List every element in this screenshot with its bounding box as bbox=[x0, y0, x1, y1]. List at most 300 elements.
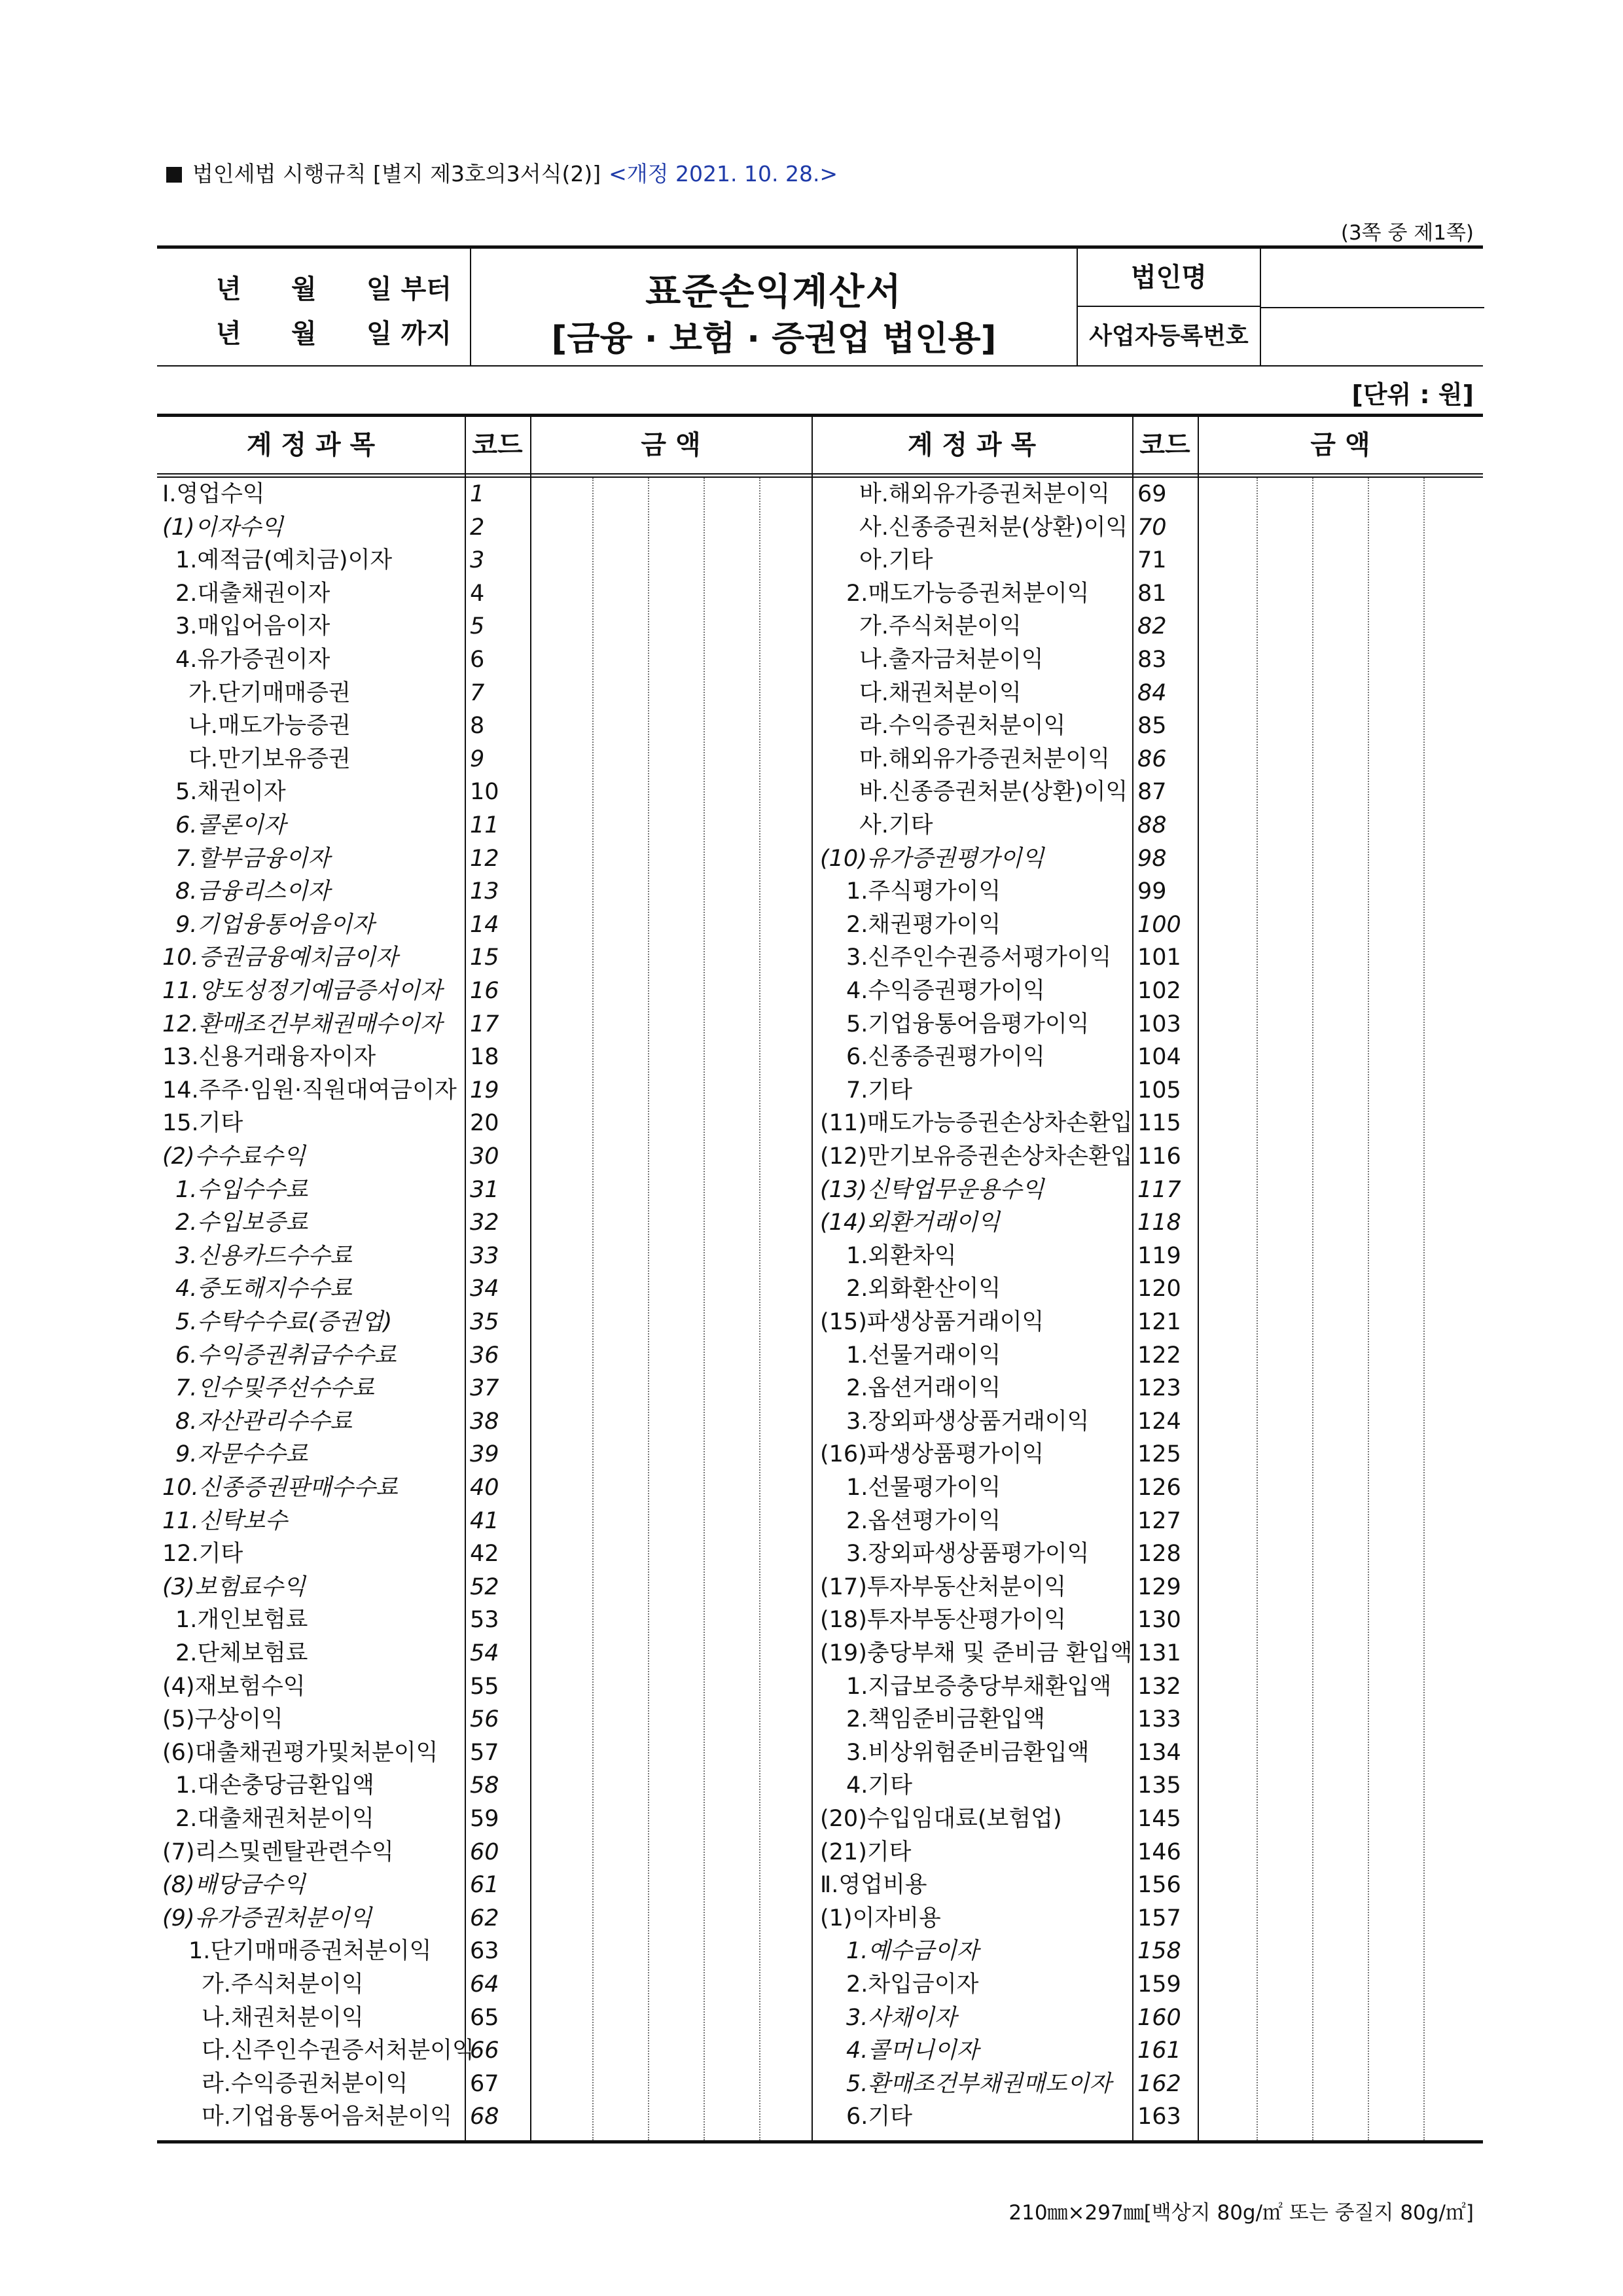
account-code: 69 bbox=[1137, 481, 1167, 507]
table-bottom-rule bbox=[157, 2140, 1483, 2144]
header-account-right: 계 정 과 목 bbox=[907, 430, 1037, 460]
table-row bbox=[157, 643, 1483, 677]
account-label: 9.기업융통어음이자 bbox=[175, 911, 374, 938]
account-code: 32 bbox=[470, 1210, 499, 1236]
table-row bbox=[157, 577, 1483, 611]
account-code: 159 bbox=[1137, 1971, 1181, 1998]
amount-field[interactable] bbox=[1199, 1471, 1482, 1505]
amount-field[interactable] bbox=[1199, 1405, 1482, 1439]
amount-field[interactable] bbox=[1199, 544, 1482, 577]
amount-field[interactable] bbox=[1199, 478, 1482, 511]
account-code: 7 bbox=[470, 679, 485, 706]
form-title bbox=[471, 249, 1077, 365]
amount-field[interactable] bbox=[1199, 1339, 1482, 1372]
account-code: 62 bbox=[470, 1905, 499, 1931]
account-label: 6.수익증권취급수수료 bbox=[175, 1342, 397, 1369]
table-row bbox=[157, 2034, 1483, 2068]
account-code: 129 bbox=[1137, 1573, 1181, 1600]
header-amount-right: 금 액 bbox=[1310, 430, 1370, 460]
account-label: 2.책임준비금환입액 bbox=[846, 1706, 1045, 1733]
account-label: (15)파생상품거래이익 bbox=[820, 1309, 1044, 1335]
account-code: 63 bbox=[470, 1938, 499, 1965]
account-label: 5.채권이자 bbox=[175, 779, 286, 806]
account-code: 87 bbox=[1137, 779, 1167, 806]
table-row bbox=[157, 677, 1483, 710]
account-code: 156 bbox=[1137, 1872, 1181, 1899]
table-row bbox=[157, 1471, 1483, 1505]
account-label: 12.환매조건부채권매수이자 bbox=[162, 1011, 442, 1037]
account-code: 81 bbox=[1137, 580, 1167, 607]
account-label: 1.지급보증충당부채환입액 bbox=[846, 1673, 1112, 1700]
account-label: 1.단기매매증권처분이익 bbox=[188, 1938, 432, 1965]
period-to-year: 년 bbox=[216, 319, 241, 349]
account-code: 102 bbox=[1137, 978, 1181, 1004]
account-label: 7.인수및주선수수료 bbox=[175, 1375, 374, 1402]
account-label: 5.수탁수수료(증권업) bbox=[175, 1309, 393, 1335]
account-label: 2.수입보증료 bbox=[175, 1210, 308, 1236]
account-code: 162 bbox=[1137, 2070, 1181, 2097]
table-row bbox=[157, 1438, 1483, 1471]
table-row bbox=[157, 709, 1483, 743]
account-label: (9)유가증권처분이익 bbox=[162, 1905, 372, 1931]
account-label: 나.출자금처분이익 bbox=[859, 647, 1044, 673]
amount-field[interactable] bbox=[1199, 1703, 1482, 1736]
table-row bbox=[157, 1803, 1483, 1836]
title-sub: [금융 · 보험 · 증권업 법인용] bbox=[551, 319, 997, 359]
account-code: 64 bbox=[470, 1971, 499, 1998]
amount-field[interactable] bbox=[1199, 776, 1482, 809]
account-label: 6.신종증권평가이익 bbox=[846, 1044, 1045, 1071]
amount-field[interactable] bbox=[1199, 975, 1482, 1008]
table-row bbox=[157, 975, 1483, 1008]
account-code: 65 bbox=[470, 2004, 499, 2031]
table-row bbox=[157, 478, 1483, 511]
account-code: 10 bbox=[470, 779, 499, 806]
table-row bbox=[157, 1769, 1483, 1803]
account-code: 71 bbox=[1137, 547, 1167, 574]
table-row bbox=[157, 544, 1483, 577]
amount-field[interactable] bbox=[1199, 1140, 1482, 1174]
table-row bbox=[157, 743, 1483, 776]
account-code: 5 bbox=[470, 613, 485, 640]
account-label: 사.기타 bbox=[859, 812, 933, 838]
amount-field[interactable] bbox=[1199, 1902, 1482, 1935]
account-code: 146 bbox=[1137, 1839, 1181, 1865]
account-code: 60 bbox=[470, 1839, 499, 1865]
table-row bbox=[157, 1372, 1483, 1405]
amount-field[interactable] bbox=[1199, 1803, 1482, 1836]
account-code: 18 bbox=[470, 1044, 499, 1071]
account-label: 가.주식처분이익 bbox=[859, 613, 1022, 640]
table-row bbox=[157, 842, 1483, 876]
table-row bbox=[157, 1703, 1483, 1736]
account-code: 133 bbox=[1137, 1706, 1181, 1733]
amount-field[interactable] bbox=[1199, 1836, 1482, 1869]
amount-field[interactable] bbox=[1199, 1935, 1482, 1968]
account-code: 105 bbox=[1137, 1077, 1181, 1103]
table-row bbox=[157, 2068, 1483, 2101]
account-code: 38 bbox=[470, 1408, 499, 1435]
account-label: 7.할부금융이자 bbox=[175, 845, 330, 872]
account-code: 42 bbox=[470, 1541, 499, 1568]
account-code: 66 bbox=[470, 2037, 499, 2064]
account-label: 2.옵션평가이익 bbox=[846, 1507, 1001, 1534]
table-row bbox=[157, 1869, 1483, 1902]
account-label: 가.단기매매증권 bbox=[188, 679, 351, 706]
table-row bbox=[157, 1736, 1483, 1770]
account-label: 11.양도성정기예금증서이자 bbox=[162, 978, 442, 1004]
table-row bbox=[157, 610, 1483, 643]
table-row bbox=[157, 908, 1483, 942]
amount-field[interactable] bbox=[1199, 1372, 1482, 1405]
table-row bbox=[157, 776, 1483, 809]
account-label: 4.기타 bbox=[846, 1772, 913, 1799]
account-label: 1.주식평가이익 bbox=[846, 878, 1001, 905]
account-code: 8 bbox=[470, 713, 485, 740]
amount-field[interactable] bbox=[1199, 1637, 1482, 1670]
account-code: 103 bbox=[1137, 1011, 1181, 1037]
account-label: (11)매도가능증권손상차손환입 bbox=[820, 1110, 1133, 1137]
account-code: 56 bbox=[470, 1706, 499, 1733]
account-code: 40 bbox=[470, 1475, 499, 1501]
account-code: 9 bbox=[470, 745, 485, 772]
table-row bbox=[157, 941, 1483, 975]
account-label: 4.유가증권이자 bbox=[175, 647, 330, 673]
account-label: 2.차입금이자 bbox=[846, 1971, 979, 1998]
account-label: (5)구상이익 bbox=[162, 1706, 283, 1733]
account-code: 67 bbox=[470, 2070, 499, 2097]
amount-field[interactable] bbox=[1199, 610, 1482, 643]
amount-field[interactable] bbox=[1199, 1306, 1482, 1339]
account-code: 15 bbox=[470, 944, 499, 971]
amount-field[interactable] bbox=[1199, 1769, 1482, 1803]
table-row bbox=[157, 1206, 1483, 1240]
table-row bbox=[157, 1306, 1483, 1339]
account-label: 6.콜론이자 bbox=[175, 812, 286, 838]
account-code: 82 bbox=[1137, 613, 1167, 640]
table-row bbox=[157, 1339, 1483, 1372]
amount-field[interactable] bbox=[1199, 2034, 1482, 2068]
amount-field[interactable] bbox=[1199, 875, 1482, 908]
account-label: 4.콜머니이자 bbox=[846, 2037, 979, 2064]
account-label: 2.단체보험료 bbox=[175, 1640, 308, 1666]
account-label: (1)이자수익 bbox=[162, 514, 283, 541]
account-code: 30 bbox=[470, 1143, 499, 1170]
corp-name-label: 법인명 bbox=[1078, 249, 1261, 307]
amount-field[interactable] bbox=[1199, 1074, 1482, 1107]
account-code: 19 bbox=[470, 1077, 499, 1103]
account-label: 2.매도가능증권처분이익 bbox=[846, 580, 1090, 607]
account-code: 14 bbox=[470, 911, 499, 938]
account-label: 3.비상위험준비금환입액 bbox=[846, 1739, 1090, 1766]
account-code: 70 bbox=[1137, 514, 1167, 541]
account-label: (10)유가증권평가이익 bbox=[820, 845, 1044, 872]
account-code: 34 bbox=[470, 1276, 499, 1302]
account-code: 16 bbox=[470, 978, 499, 1004]
account-label: 1.수입수수료 bbox=[175, 1176, 308, 1203]
table-row bbox=[157, 1604, 1483, 1637]
account-code: 145 bbox=[1137, 1806, 1181, 1832]
account-label: 2.채권평가이익 bbox=[846, 911, 1001, 938]
account-code: 86 bbox=[1137, 745, 1167, 772]
account-code: 1 bbox=[470, 481, 485, 507]
account-code: 120 bbox=[1137, 1276, 1181, 1302]
account-label: 3.신용카드수수료 bbox=[175, 1242, 353, 1269]
account-code: 117 bbox=[1137, 1176, 1181, 1203]
account-code: 124 bbox=[1137, 1408, 1181, 1435]
header-code-right: 코드 bbox=[1139, 430, 1190, 460]
table-row bbox=[157, 1405, 1483, 1439]
law-title: 법인세법 시행규칙 [별지 제3호의3서식(2)] bbox=[192, 161, 601, 187]
account-label: (20)수입임대료(보험업) bbox=[820, 1806, 1062, 1832]
table-row bbox=[157, 1074, 1483, 1107]
table-row bbox=[157, 1968, 1483, 2001]
account-label: 나.매도가능증권 bbox=[188, 713, 351, 740]
account-label: 8.금융리스이자 bbox=[175, 878, 330, 905]
account-label: 3.매입어음이자 bbox=[175, 613, 330, 640]
account-code: 4 bbox=[470, 580, 485, 607]
amount-field[interactable] bbox=[1199, 1206, 1482, 1240]
account-code: 31 bbox=[470, 1176, 499, 1203]
account-code: 115 bbox=[1137, 1110, 1181, 1137]
account-label: 다.만기보유증권 bbox=[188, 745, 351, 772]
account-label: 라.수익증권처분이익 bbox=[202, 2070, 408, 2097]
table-row bbox=[157, 2001, 1483, 2035]
account-code: 116 bbox=[1137, 1143, 1181, 1170]
account-code: 13 bbox=[470, 878, 499, 905]
account-code: 3 bbox=[470, 547, 485, 574]
amount-field[interactable] bbox=[1199, 1736, 1482, 1770]
account-code: 41 bbox=[470, 1507, 499, 1534]
account-label: (21)기타 bbox=[820, 1839, 912, 1865]
amount-field[interactable] bbox=[1199, 577, 1482, 611]
account-code: 100 bbox=[1137, 911, 1181, 938]
period-to-month: 월 bbox=[291, 319, 317, 349]
account-label: 가.주식처분이익 bbox=[202, 1971, 364, 1998]
account-code: 121 bbox=[1137, 1309, 1181, 1335]
account-code: 101 bbox=[1137, 944, 1181, 971]
account-code: 58 bbox=[470, 1772, 499, 1799]
account-label: 1.외환차익 bbox=[846, 1242, 957, 1269]
account-code: 160 bbox=[1137, 2004, 1181, 2031]
account-code: 83 bbox=[1137, 647, 1167, 673]
corp-info bbox=[1077, 249, 1483, 365]
account-code: 39 bbox=[470, 1441, 499, 1468]
account-label: 3.장외파생상품거래이익 bbox=[846, 1408, 1090, 1435]
law-reference bbox=[166, 157, 838, 188]
amount-field[interactable] bbox=[1199, 842, 1482, 876]
account-code: 36 bbox=[470, 1342, 499, 1369]
title-main: 표준손익계산서 bbox=[645, 271, 902, 314]
paper-spec: 210㎜×297㎜[백상지 80g/㎡ 또는 중질지 80g/㎡] bbox=[1008, 2201, 1474, 2225]
table-row bbox=[157, 1935, 1483, 1968]
amount-field[interactable] bbox=[1199, 677, 1482, 710]
table-row bbox=[157, 1670, 1483, 1704]
account-code: 127 bbox=[1137, 1507, 1181, 1534]
bizno-field[interactable] bbox=[1261, 307, 1484, 365]
amount-field[interactable] bbox=[1199, 2068, 1482, 2101]
amount-field[interactable] bbox=[1199, 908, 1482, 942]
account-label: 10.신종증권판매수수료 bbox=[162, 1475, 398, 1501]
amount-field[interactable] bbox=[1199, 1107, 1482, 1140]
account-label: 15.기타 bbox=[162, 1110, 243, 1137]
account-label: 1.선물평가이익 bbox=[846, 1475, 1001, 1501]
account-label: 바.신종증권처분(상환)이익 bbox=[859, 779, 1128, 806]
account-label: 1.예수금이자 bbox=[846, 1938, 979, 1965]
account-code: 163 bbox=[1137, 2104, 1181, 2130]
table-header bbox=[157, 414, 1483, 478]
amount-field[interactable] bbox=[1199, 2001, 1482, 2035]
table-row bbox=[157, 1041, 1483, 1074]
account-label: (8)배당금수익 bbox=[162, 1872, 306, 1899]
account-label: (14)외환거래이익 bbox=[820, 1210, 1000, 1236]
account-code: 11 bbox=[470, 812, 499, 838]
account-code: 61 bbox=[470, 1872, 499, 1899]
account-code: 52 bbox=[470, 1573, 499, 1600]
account-label: 5.기업융통어음평가이익 bbox=[846, 1011, 1090, 1037]
account-code: 57 bbox=[470, 1739, 499, 1766]
account-label: 4.중도해지수수료 bbox=[175, 1276, 353, 1302]
account-label: 6.기타 bbox=[846, 2104, 913, 2130]
form-page bbox=[157, 0, 1483, 2296]
account-code: 119 bbox=[1137, 1242, 1181, 1269]
amount-field[interactable] bbox=[1199, 1438, 1482, 1471]
period-from-year: 년 bbox=[216, 274, 241, 304]
amount-field[interactable] bbox=[1199, 1240, 1482, 1273]
amount-field[interactable] bbox=[1199, 2100, 1482, 2134]
account-code: 37 bbox=[470, 1375, 499, 1402]
account-code: 104 bbox=[1137, 1044, 1181, 1071]
amount-field[interactable] bbox=[1199, 1670, 1482, 1704]
amount-field[interactable] bbox=[1199, 1604, 1482, 1637]
table-row bbox=[157, 1537, 1483, 1571]
square-bullet-icon bbox=[166, 167, 182, 183]
period-from-month: 월 bbox=[291, 274, 317, 304]
account-code: 6 bbox=[470, 647, 485, 673]
account-label: 13.신용거래융자이자 bbox=[162, 1044, 376, 1071]
account-code: 20 bbox=[470, 1110, 499, 1137]
table-row bbox=[157, 1637, 1483, 1670]
amount-field[interactable] bbox=[1199, 709, 1482, 743]
account-code: 126 bbox=[1137, 1475, 1181, 1501]
account-label: 4.수익증권평가이익 bbox=[846, 978, 1045, 1004]
account-label: 2.대출채권이자 bbox=[175, 580, 330, 607]
account-label: (13)신탁업무운용수익 bbox=[820, 1176, 1044, 1203]
account-label: 3.사채이자 bbox=[846, 2004, 957, 2031]
account-label: 3.장외파생상품평가이익 bbox=[846, 1541, 1090, 1568]
account-label: 다.신주인수권증서처분이익 bbox=[202, 2037, 474, 2064]
period-box bbox=[157, 249, 471, 365]
bizno-label: 사업자등록번호 bbox=[1078, 307, 1261, 365]
account-code: 131 bbox=[1137, 1640, 1181, 1666]
account-label: 11.신탁보수 bbox=[162, 1507, 287, 1534]
account-code: 17 bbox=[470, 1011, 499, 1037]
account-label: (4)재보험수익 bbox=[162, 1673, 306, 1700]
account-code: 59 bbox=[470, 1806, 499, 1832]
header-account-left: 계 정 과 목 bbox=[246, 430, 376, 460]
account-label: (3)보험료수익 bbox=[162, 1573, 306, 1600]
account-label: 3.신주인수권증서평가이익 bbox=[846, 944, 1112, 971]
account-label: (7)리스및렌탈관련수익 bbox=[162, 1839, 394, 1865]
amount-field[interactable] bbox=[1199, 1968, 1482, 2001]
revision-date: <개정 2021. 10. 28.> bbox=[609, 161, 838, 187]
account-label: 1.개인보험료 bbox=[175, 1607, 308, 1634]
amount-field[interactable] bbox=[1199, 1571, 1482, 1604]
table-row bbox=[157, 1836, 1483, 1869]
account-label: 2.옵션거래이익 bbox=[846, 1375, 1001, 1402]
account-code: 55 bbox=[470, 1673, 499, 1700]
account-code: 35 bbox=[470, 1309, 499, 1335]
account-label: (18)투자부동산평가이익 bbox=[820, 1607, 1067, 1634]
account-code: 99 bbox=[1137, 878, 1167, 905]
account-code: 122 bbox=[1137, 1342, 1181, 1369]
table-row bbox=[157, 1174, 1483, 1207]
amount-field[interactable] bbox=[1199, 1008, 1482, 1041]
header-amount-left: 금 액 bbox=[641, 430, 701, 460]
account-label: 8.자산관리수수료 bbox=[175, 1408, 353, 1435]
account-code: 132 bbox=[1137, 1673, 1181, 1700]
corp-name-field[interactable] bbox=[1261, 249, 1484, 308]
account-label: 2.외화환산이익 bbox=[846, 1276, 1001, 1302]
account-code: 123 bbox=[1137, 1375, 1181, 1402]
account-code: 125 bbox=[1137, 1441, 1181, 1468]
amount-field[interactable] bbox=[1199, 941, 1482, 975]
account-label: (12)만기보유증권손상차손환입 bbox=[820, 1143, 1133, 1170]
amount-field[interactable] bbox=[1199, 1272, 1482, 1306]
table-row bbox=[157, 1571, 1483, 1604]
table-row bbox=[157, 1240, 1483, 1273]
table-row bbox=[157, 1505, 1483, 1538]
page-count: (3쪽 중 제1쪽) bbox=[1340, 221, 1474, 245]
account-label: 1.예적금(예치금)이자 bbox=[175, 547, 393, 574]
account-label: 1.대손충당금환입액 bbox=[175, 1772, 374, 1799]
amount-field[interactable] bbox=[1199, 1174, 1482, 1207]
table-row bbox=[157, 1107, 1483, 1140]
table-row bbox=[157, 1272, 1483, 1306]
table-row bbox=[157, 1902, 1483, 1935]
account-label: (1)이자비용 bbox=[820, 1905, 941, 1931]
amount-field[interactable] bbox=[1199, 643, 1482, 677]
account-label: 12.기타 bbox=[162, 1541, 243, 1568]
account-label: 다.채권처분이익 bbox=[859, 679, 1022, 706]
account-label: 라.수익증권처분이익 bbox=[859, 713, 1066, 740]
amount-field[interactable] bbox=[1199, 809, 1482, 842]
account-code: 157 bbox=[1137, 1905, 1181, 1931]
table-row bbox=[157, 1140, 1483, 1174]
account-label: 나.채권처분이익 bbox=[202, 2004, 364, 2031]
amount-field[interactable] bbox=[1199, 1505, 1482, 1538]
period-to-day: 일 까지 bbox=[366, 319, 452, 349]
amount-field[interactable] bbox=[1199, 1869, 1482, 1902]
account-code: 68 bbox=[470, 2104, 499, 2130]
account-code: 135 bbox=[1137, 1772, 1181, 1799]
account-code: 2 bbox=[470, 514, 485, 541]
unit-label: [단위 : 원] bbox=[1351, 380, 1474, 409]
header-code-left: 코드 bbox=[472, 430, 523, 460]
account-label: Ⅰ.영업수익 bbox=[162, 481, 265, 507]
account-code: 33 bbox=[470, 1242, 499, 1269]
period-from-day: 일 부터 bbox=[366, 274, 452, 304]
amount-field[interactable] bbox=[1199, 743, 1482, 776]
amount-field[interactable] bbox=[1199, 1041, 1482, 1074]
account-label: 7.기타 bbox=[846, 1077, 913, 1103]
amount-field[interactable] bbox=[1199, 511, 1482, 545]
income-statement-table bbox=[157, 414, 1483, 2148]
account-code: 98 bbox=[1137, 845, 1167, 872]
account-code: 84 bbox=[1137, 679, 1167, 706]
amount-field[interactable] bbox=[1199, 1537, 1482, 1571]
account-code: 161 bbox=[1137, 2037, 1181, 2064]
